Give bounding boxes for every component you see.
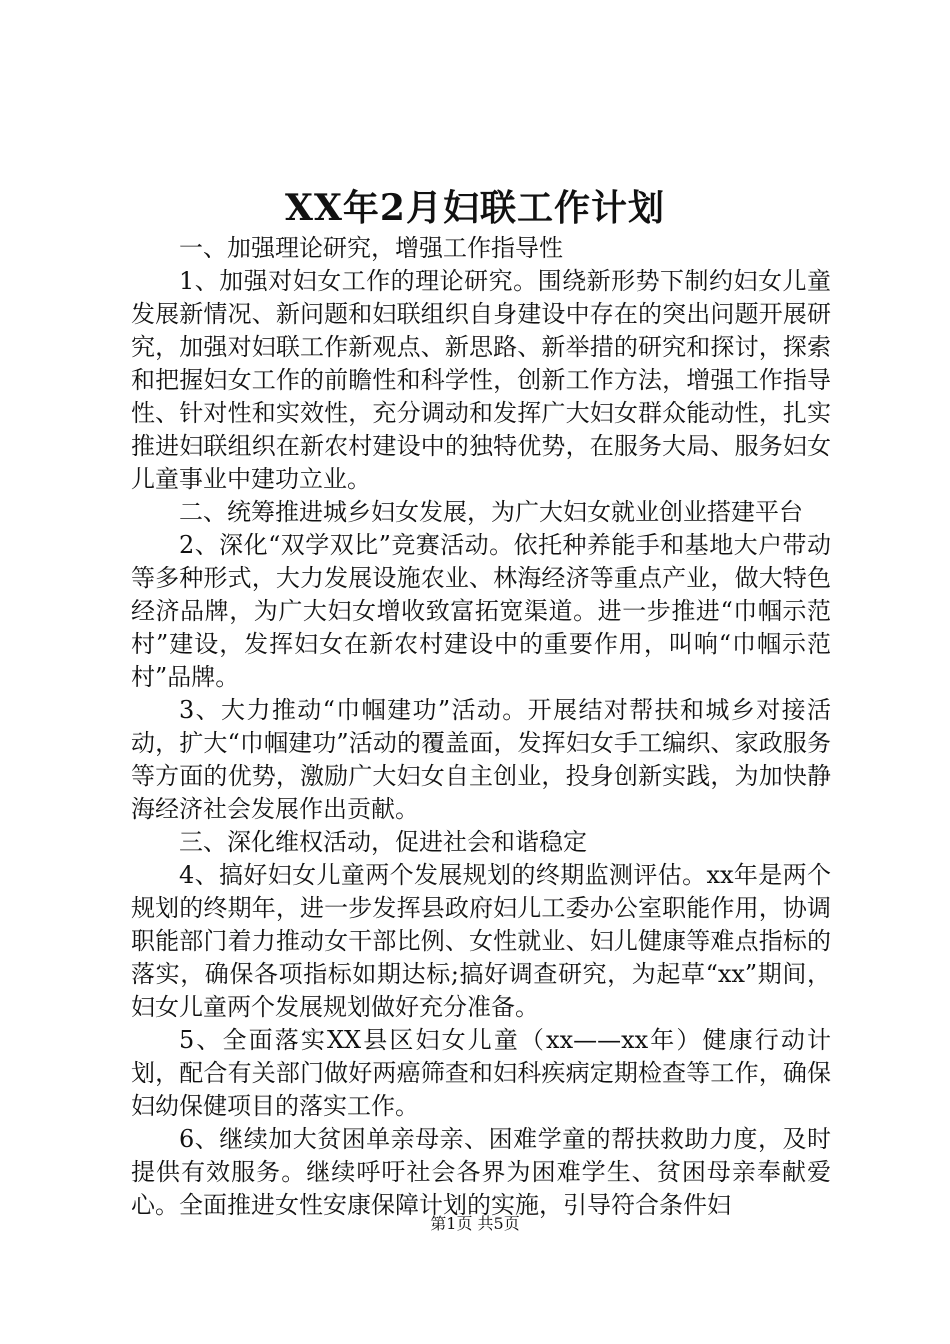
paragraph-2: 2、深化“双学双比”竞赛活动。依托种养能手和基地大户带动等多种形式，大力发展设施农业、林海经济等重点产业，做大特色经济品牌，为广大妇女增收致富拓宽渠道。进一步推进“巾帼示范村”建设，发挥妇女在新农村建设中的重要作用，叫响“巾帼示范村”品牌。	[131, 531, 831, 691]
paragraph-1: 1、加强对妇女工作的理论研究。围绕新形势下制约妇女儿童发展新情况、新问题和妇联组织自身建设中存在的突出问题开展研究，加强对妇联工作新观点、新思路、新举措的研究和探讨，探索和把握妇女工作的前瞻性和科学性，创新工作方法，增强工作指导性、针对性和实效性，充分调动和发挥广大妇女群众能动性，扎实推进妇联组织在新农村建设中的独特优势，在服务大局、服务妇女儿童事业中建功立业。	[131, 267, 831, 493]
page-footer: 第1页 共5页	[430, 1214, 520, 1233]
section-heading-2: 二、统筹推进城乡妇女发展，为广大妇女就业创业搭建平台	[179, 498, 803, 526]
document-title: XX年2月妇联工作计划	[285, 187, 665, 229]
document-body	[131, 232, 831, 1222]
paragraph-4: 4、搞好妇女儿童两个发展规划的终期监测评估。xx年是两个规划的终期年，进一步发挥县政府妇儿工委办公室职能作用，协调职能部门着力推动女干部比例、女性就业、妇儿健康等难点指标的落实，确保各项指标如期达标;搞好调查研究，为起草“xx”期间，妇女儿童两个发展规划做好充分准备。	[131, 861, 831, 1021]
section-heading-3: 三、深化维权活动，促进社会和谐稳定	[179, 828, 587, 856]
section-heading-1: 一、加强理论研究，增强工作指导性	[179, 234, 563, 262]
paragraph-6: 6、继续加大贫困单亲母亲、困难学童的帮扶救助力度，及时提供有效服务。继续呼吁社会各界为困难学生、贫困母亲奉献爱心。全面推进女性安康保障计划的实施，引导符合条件妇	[131, 1125, 831, 1219]
paragraph-3: 3、大力推动“巾帼建功”活动。开展结对帮扶和城乡对接活动，扩大“巾帼建功”活动的覆盖面，发挥妇女手工编织、家政服务等方面的优势，激励广大妇女自主创业，投身创新实践，为加快静海经济社会发展作出贡献。	[131, 696, 831, 823]
paragraph-5: 5、全面落实XX县区妇女儿童（xx——xx年）健康行动计划，配合有关部门做好两癌筛查和妇科疾病定期检查等工作，确保妇幼保健项目的落实工作。	[131, 1026, 831, 1120]
